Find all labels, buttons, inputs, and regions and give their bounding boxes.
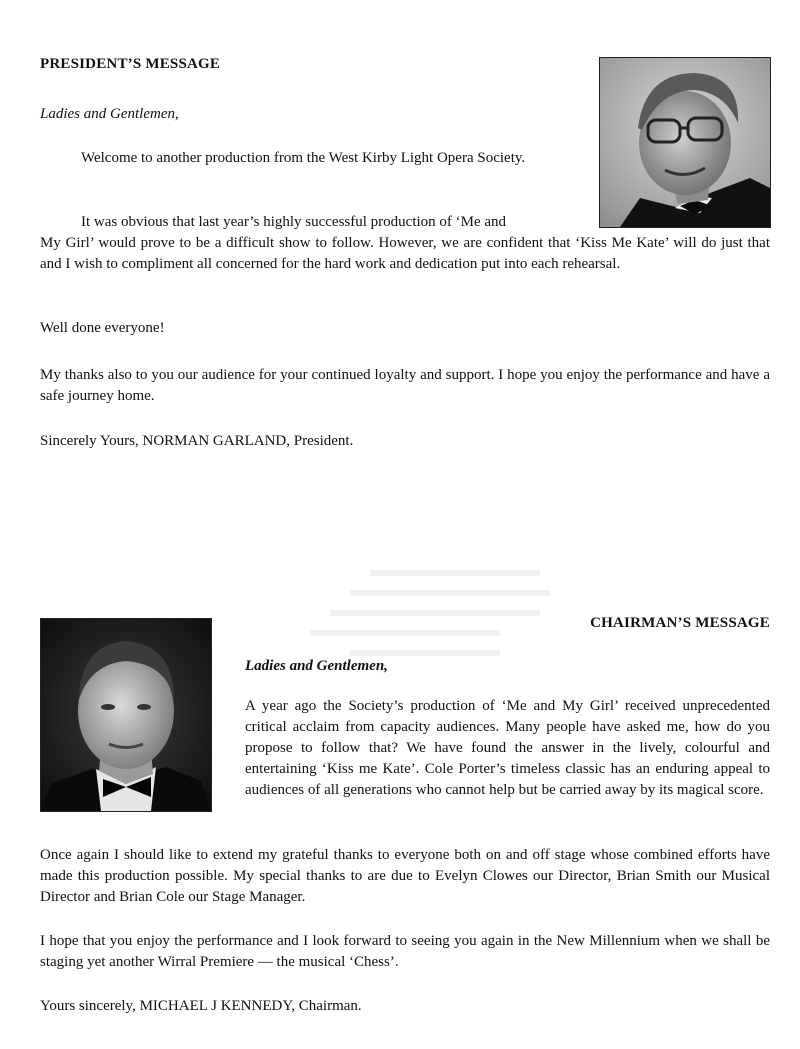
president-photo <box>599 57 771 228</box>
president-paragraph-1: Welcome to another production from the West Kirby Light Opera Society. <box>81 150 526 166</box>
chairman-photo <box>40 618 212 812</box>
president-heading: PRESIDENT’S MESSAGE <box>40 56 221 72</box>
show-through-texture <box>290 560 590 700</box>
president-salutation: Ladies and Gentlemen, <box>40 106 179 122</box>
president-signoff: Sincerely Yours, NORMAN GARLAND, President. <box>40 433 354 449</box>
president-paragraph-2-line1: It was obvious that last year’s highly successful production of ‘Me and <box>81 214 507 230</box>
president-paragraph-4: My thanks also to you our audience for your continued loyalty and support. I hope you enjoy the performance and have a safe journey home. <box>40 367 770 404</box>
chairman-salutation: Ladies and Gentlemen, <box>245 658 388 674</box>
chairman-paragraph-3: I hope that you enjoy the performance and I look forward to seeing you again in the New Millennium when we shall be staging yet another Wirral Premiere — the musical ‘Chess’. <box>40 933 770 970</box>
chairman-paragraph-2: Once again I should like to extend my grateful thanks to everyone both on and off stage whose combined efforts have made this production possible. My special thanks to are due to Evelyn Clowes our Director, Brian Smith our Musical Director and Brian Cole our Stage Manager. <box>40 847 770 905</box>
chairman-signoff: Yours sincerely, MICHAEL J KENNEDY, Chairman. <box>40 998 362 1014</box>
president-paragraph-2: My Girl’ would prove to be a difficult show to follow. However, we are confident that ‘Kiss Me Kate’ will do just that and I wish to compliment all concerned for the hard work and dedication put into each rehearsal. <box>40 235 770 272</box>
chairman-heading: CHAIRMAN’S MESSAGE <box>590 615 770 631</box>
chairman-paragraph-1: A year ago the Society’s production of ‘Me and My Girl’ received unprecedented critical acclaim from capacity audiences. Many people have asked me, how do you propose to follow that? We have found the answer in the lively, colourful and entertaining ‘Kiss me Kate’. Cole Porter’s timeless classic has an enduring appeal to audiences of all generations who cannot help but be carried away by its magical score. <box>245 698 770 798</box>
president-paragraph-3: Well done everyone! <box>40 320 165 336</box>
